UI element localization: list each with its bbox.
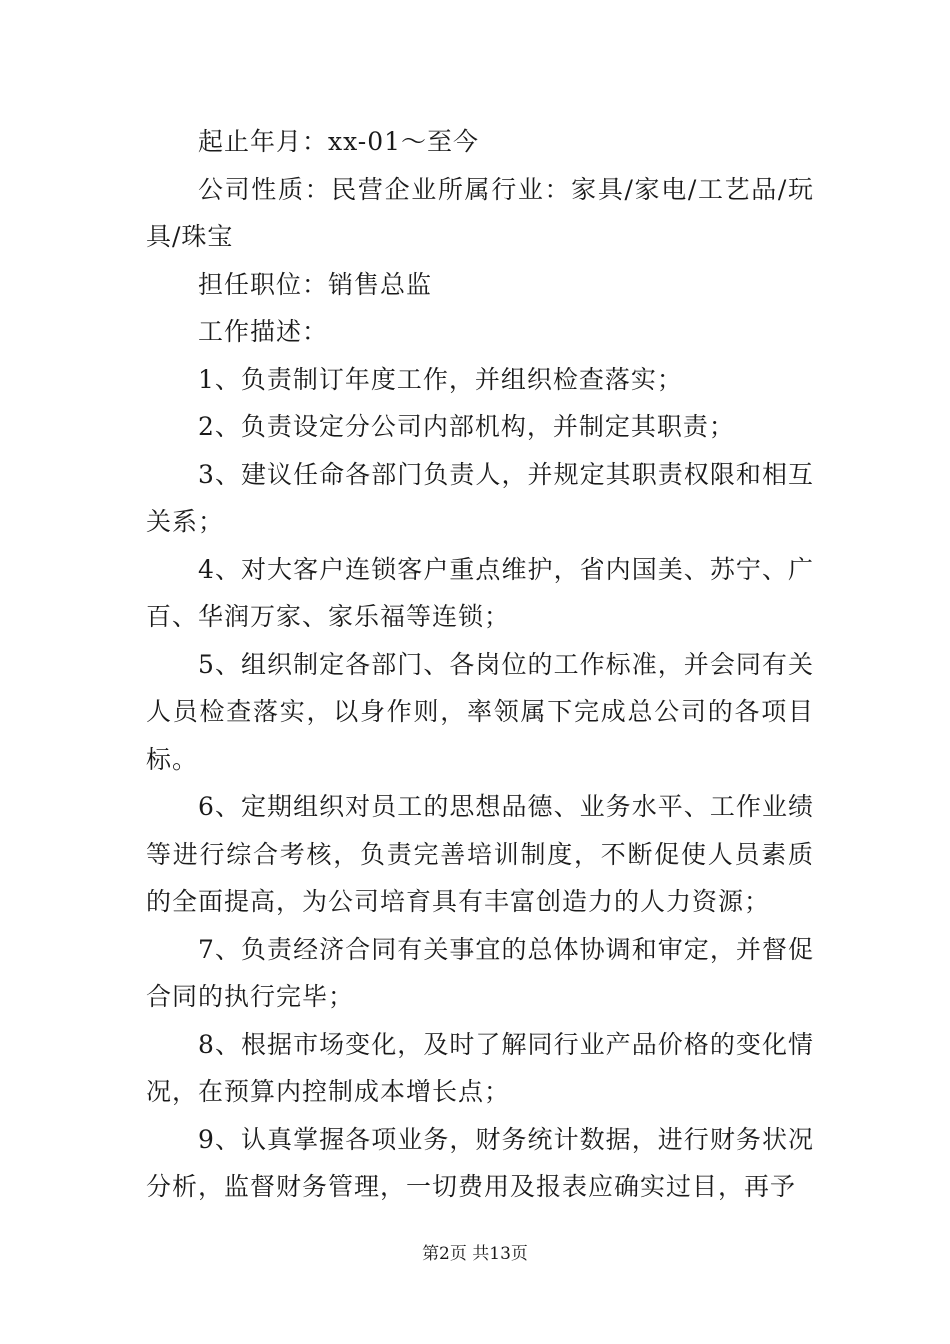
- paragraph-period: 起止年月：xx-01～至今: [198, 127, 480, 156]
- paragraph-item-5: 5、组织制定各部门、各岗位的工作标准，并会同有关人员检查落实，以身作则，率领属下完成总公司的各项目标。: [146, 649, 814, 774]
- paragraph-item-4: 4、对大客户连锁客户重点维护，省内国美、苏宁、广百、华润万家、家乐福等连锁；: [146, 554, 814, 631]
- paragraph-company-type: 公司性质：民营企业所属行业：家具/家电/工艺品/玩具/珠宝: [146, 174, 814, 251]
- page-number-label: 第2页 共13页: [422, 1244, 528, 1264]
- paragraph-position: 担任职位：销售总监: [198, 269, 433, 299]
- page-footer: [0, 1242, 950, 1266]
- paragraph-item-2: 2、负责设定分公司内部机构，并制定其职责；: [198, 412, 735, 441]
- paragraph-item-3: 3、建议任命各部门负责人，并规定其职责权限和相互关系；: [146, 459, 814, 536]
- paragraph-job-description-heading: 工作描述：: [198, 317, 329, 346]
- paragraph-item-7: 7、负责经济合同有关事宜的总体协调和审定，并督促合同的执行完毕；: [146, 934, 814, 1011]
- document-body: [146, 118, 814, 1211]
- paragraph-item-9: 9、认真掌握各项业务，财务统计数据，进行财务状况分析，监督财务管理，一切费用及报表应确实过目，再予: [146, 1124, 814, 1201]
- paragraph-item-6: 6、定期组织对员工的思想品德、业务水平、工作业绩等进行综合考核，负责完善培训制度，不断促使人员素质的全面提高，为公司培育具有丰富创造力的人力资源；: [146, 792, 814, 916]
- paragraph-item-1: 1、负责制订年度工作，并组织检查落实；: [198, 364, 683, 394]
- paragraph-item-8: 8、根据市场变化，及时了解同行业产品价格的变化情况，在预算内控制成本增长点；: [146, 1029, 814, 1106]
